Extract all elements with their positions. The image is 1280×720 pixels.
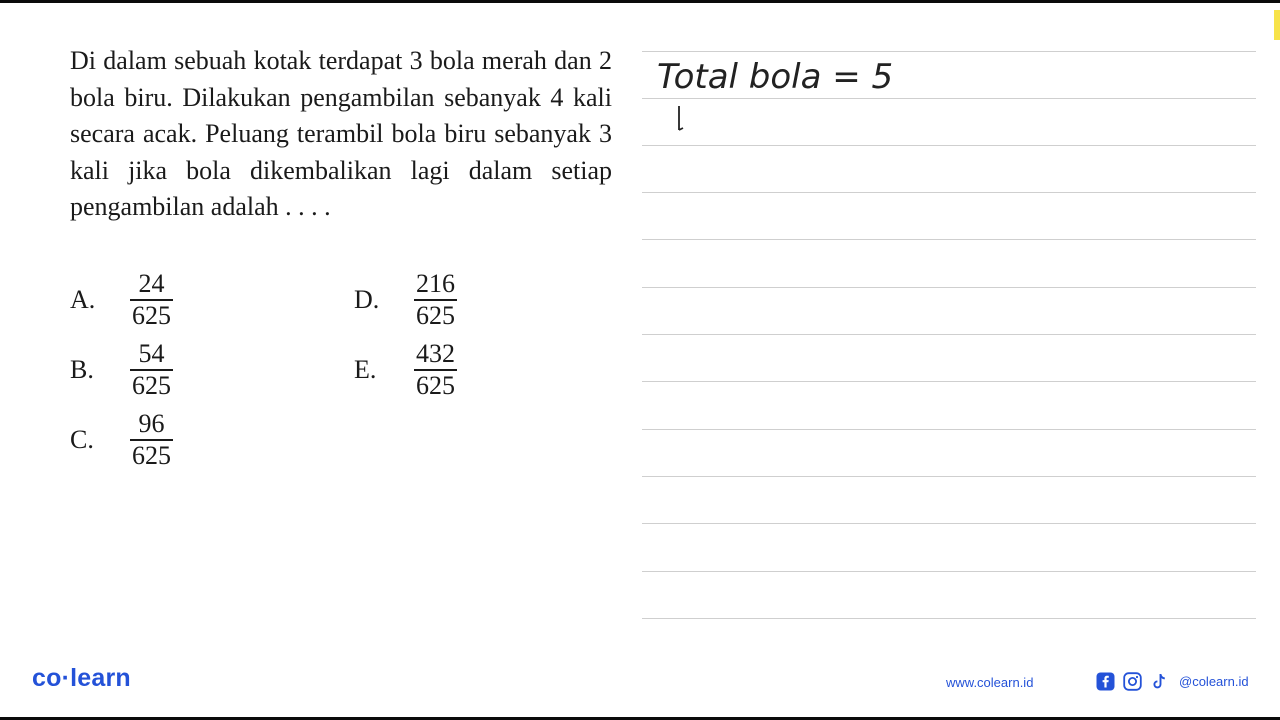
option-letter: B. xyxy=(70,354,94,384)
ruled-line xyxy=(642,618,1256,619)
option-fraction xyxy=(130,410,173,470)
facebook-icon[interactable] xyxy=(1096,672,1115,691)
option-b xyxy=(70,340,173,400)
ruled-line xyxy=(642,571,1256,572)
social-handle[interactable]: @colearn.id xyxy=(1179,674,1249,689)
ruled-line xyxy=(642,429,1256,430)
option-fraction xyxy=(130,340,173,400)
option-c xyxy=(70,410,173,470)
social-links xyxy=(1096,672,1249,691)
option-fraction xyxy=(130,270,173,330)
ruled-line xyxy=(642,287,1256,288)
tiktok-icon[interactable] xyxy=(1150,672,1169,691)
option-d xyxy=(354,270,457,330)
numerator: 54 xyxy=(138,339,165,368)
denominator: 625 xyxy=(132,370,171,400)
numerator: 432 xyxy=(416,339,455,368)
ruled-line xyxy=(642,381,1256,382)
website-link[interactable]: www.colearn.id xyxy=(946,675,1034,690)
denominator: 625 xyxy=(416,370,455,400)
option-letter: C. xyxy=(70,424,94,454)
ruled-line xyxy=(642,239,1256,240)
option-letter: A. xyxy=(70,284,96,314)
ruled-line xyxy=(642,476,1256,477)
ruled-line xyxy=(642,334,1256,335)
corner-accent xyxy=(1274,10,1280,40)
denominator: 625 xyxy=(132,440,171,470)
numerator: 216 xyxy=(416,269,455,298)
handwritten-line-1: Total bola = 5 xyxy=(657,57,894,97)
ruled-line xyxy=(642,523,1256,524)
instagram-icon[interactable] xyxy=(1123,672,1142,691)
logo-left: co xyxy=(32,664,62,692)
denominator: 625 xyxy=(416,300,455,330)
ruled-line xyxy=(642,192,1256,193)
option-letter: E. xyxy=(354,354,377,384)
option-fraction xyxy=(414,270,457,330)
option-fraction xyxy=(414,340,457,400)
logo-right: learn xyxy=(70,664,131,692)
option-e xyxy=(354,340,457,400)
denominator: 625 xyxy=(132,300,171,330)
colearn-logo: co·learn xyxy=(32,664,131,692)
handwritten-note xyxy=(655,50,935,145)
ruled-line xyxy=(642,145,1256,146)
option-letter: D. xyxy=(354,284,380,314)
numerator: 24 xyxy=(138,269,165,298)
question-text: Di dalam sebuah kotak terdapat 3 bola merah dan 2 bola biru. Dilakukan pengambilan sebanyak 4 kali secara acak. Peluang terambil bola biru sebanyak 3 kali jika bola dikembalikan lagi dalam setiap pengambilan adalah . . . . xyxy=(70,46,612,221)
numerator: 96 xyxy=(138,409,165,438)
option-a xyxy=(70,270,173,330)
pen-cursor-stroke xyxy=(679,106,683,130)
